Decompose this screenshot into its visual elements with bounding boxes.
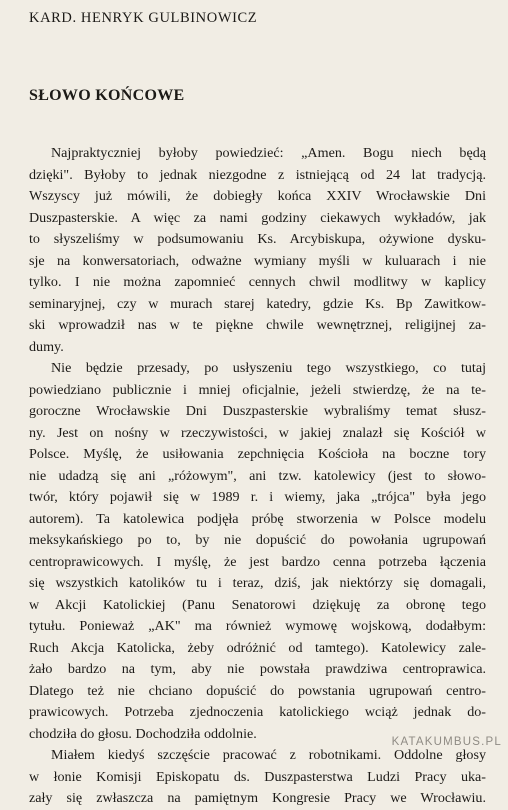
text-line: sje na konwersatoriach, odważne wymiany myśli w kuluarach i nie (29, 252, 486, 269)
text-line: Dlatego też nie chciano dopuścić do powstania ugrupowań centro- (29, 682, 486, 699)
running-header: KARD. HENRYK GULBINOWICZ (29, 10, 258, 26)
text-line: Nie będzie przesady, po usłyszeniu tego wszystkiego, co tutaj (51, 360, 486, 376)
text-line: powiedziano publicznie i mniej oficjalnie, jeżeli stwierdzę, że na te- (29, 381, 486, 398)
text-line: chodziła do głosu. Dochodziła oddolnie. (29, 725, 257, 742)
text-line: Wszyscy już mówili, że dobiegły końca XXIV Wrocławskie Dni (29, 188, 486, 204)
text-line: tytułu. Ponieważ „AK" ma również wymowę wojskową, dodałbym: (29, 618, 486, 634)
text-line: to słyszeliśmy w podsumowaniu Ks. Arcybiskupa, ożywione dysku- (29, 231, 486, 247)
text-line: Polsce. Myślę, że usiłowania zepchnięcia Kościoła na boczne tory (29, 446, 486, 462)
paragraph-1 (29, 143, 486, 358)
text-line: Najpraktyczniej byłoby powiedzieć: „Amen. Bogu niech będą (51, 145, 486, 161)
text-line: prawicowych. Potrzeba zjednoczenia katolickiego wciąż jednak do- (29, 704, 486, 720)
text-line: ny. Jest on nośny w rzeczywistości, w jakiej znalazł się Kościół w (29, 424, 486, 441)
paragraph-2 (29, 358, 486, 745)
watermark: KATAKUMBUS.PL (391, 736, 502, 748)
text-line: tylko. I nie można zapomnieć cennych chwil modlitwy w kaplicy (29, 274, 486, 290)
text-line: centroprawicowych. I myślę, że jest bardzo cenna potrzeba łączenia (29, 553, 486, 570)
text-line: dumy. (29, 338, 64, 355)
section-heading: SŁOWO KOŃCOWE (29, 87, 185, 104)
text-line: nie udadzą się ani „różowym", ani tzw. katolewicy (jest to słowo- (29, 467, 486, 484)
paragraph-3 (29, 745, 486, 810)
body-text (29, 143, 486, 810)
text-line: seminaryjnej, czy w murach starej katedry, gdzie Ks. Bp Zawitkow- (29, 295, 486, 312)
text-line: w Akcji Katolickiej (Panu Senatorowi dziękuję za obronę tego (29, 596, 486, 613)
text-line: autorem). Ta katolewica podjęła próbę stworzenia w Polsce modelu (29, 510, 486, 527)
text-line: goroczne Wrocławskie Dni Duszpasterskie wybraliśmy temat słusz- (29, 403, 486, 419)
text-line: twór, który pojawił się w 1989 r. i wiemy, jaka „trójca" była jego (29, 489, 486, 505)
text-line: Duszpasterskie. A więc za nami godziny ciekawych wykładów, jak (29, 209, 486, 226)
text-line: Ruch Akcja Katolicka, żeby odróżnić od tamtego). Katolewicy zale- (29, 639, 486, 656)
text-line: w łonie Komisji Episkopatu ds. Duszpasterstwa Ludzi Pracy uka- (29, 768, 486, 785)
text-line: żało bardzo na tym, aby nie powstała prawdziwa centroprawica. (29, 661, 486, 677)
text-line: zały się zwłaszcza na pamiętnym Kongresie Pracy we Wrocławiu. (29, 790, 486, 806)
text-line: ski wprowadził nas w te piękne chwile wewnętrznej, religijnej za- (29, 317, 486, 333)
text-line: meksykańskiego po to, by nie dopuścić do powołania ugrupowań (29, 532, 486, 548)
text-line: się wszystkich katolików tu i teraz, dziś, jak niektórzy się domagali, (29, 575, 486, 591)
text-line: Miałem kiedyś szczęście pracować z robotnikami. Oddolne głosy (51, 747, 486, 763)
text-line: dzięki". Byłoby to jednak niezgodne z istniejącą od 24 lat tradycją. (29, 166, 486, 183)
